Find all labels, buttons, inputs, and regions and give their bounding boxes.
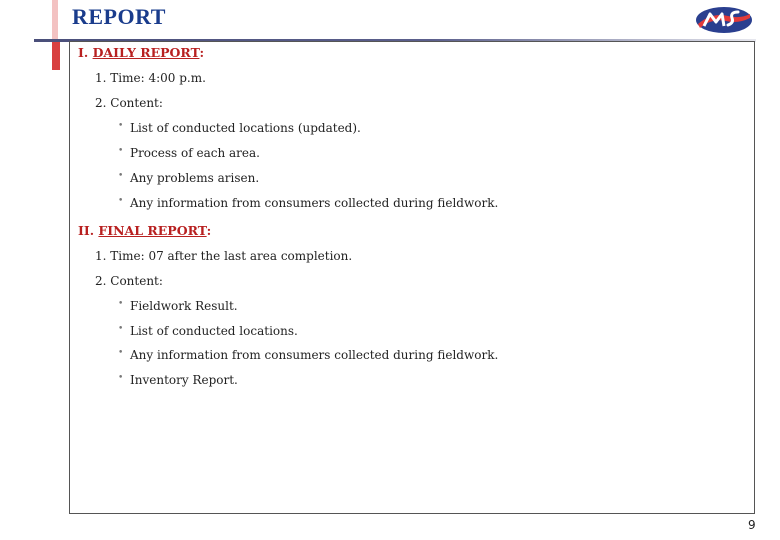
- list-item: [118, 299, 238, 313]
- section-heading-final: [78, 223, 211, 238]
- bullet-dot: •: [118, 196, 124, 206]
- list-item: [118, 324, 298, 338]
- list-item-text: Process of each area.: [130, 146, 260, 160]
- bullet-dot: •: [118, 324, 124, 334]
- final-report-link[interactable]: FINAL REPORT: [98, 223, 207, 238]
- list-item: [118, 171, 260, 185]
- list-item: [118, 121, 361, 135]
- title-accent-bar: [52, 40, 60, 70]
- bullet-dot: •: [118, 171, 124, 181]
- section-roman: I.: [78, 45, 89, 60]
- list-item-text: Fieldwork Result.: [130, 299, 238, 313]
- section-roman: II.: [78, 223, 95, 238]
- list-item-text: Any information from consumers collected during fieldwork.: [130, 196, 499, 210]
- daily-content-line: 2. Content:: [95, 96, 163, 110]
- ms-logo-icon: [694, 2, 754, 36]
- bullet-dot: •: [118, 146, 124, 156]
- list-item: [118, 196, 499, 210]
- list-item-text: List of conducted locations (updated).: [130, 121, 361, 135]
- final-content-line: 2. Content:: [95, 274, 163, 288]
- bullet-dot: •: [118, 373, 124, 383]
- daily-time-line: 1. Time: 4:00 p.m.: [95, 71, 206, 85]
- content-box: [69, 41, 755, 514]
- list-item-text: Any problems arisen.: [130, 171, 260, 185]
- list-item-text: Inventory Report.: [130, 373, 238, 387]
- bullet-dot: •: [118, 299, 124, 309]
- section-suffix: :: [199, 45, 205, 60]
- list-item: [118, 348, 499, 362]
- list-item-text: Any information from consumers collected during fieldwork.: [130, 348, 499, 362]
- bullet-dot: •: [118, 121, 124, 131]
- page-title: REPORT: [72, 4, 166, 29]
- list-item-text: List of conducted locations.: [130, 324, 298, 338]
- section-heading-daily: [78, 45, 204, 60]
- page-number: 9: [748, 518, 756, 532]
- daily-report-link[interactable]: DAILY REPORT: [92, 45, 200, 60]
- final-time-line: 1. Time: 07 after the last area completion.: [95, 249, 353, 263]
- list-item: [118, 146, 260, 160]
- section-suffix: :: [206, 223, 212, 238]
- bullet-dot: •: [118, 348, 124, 358]
- list-item: [118, 373, 238, 387]
